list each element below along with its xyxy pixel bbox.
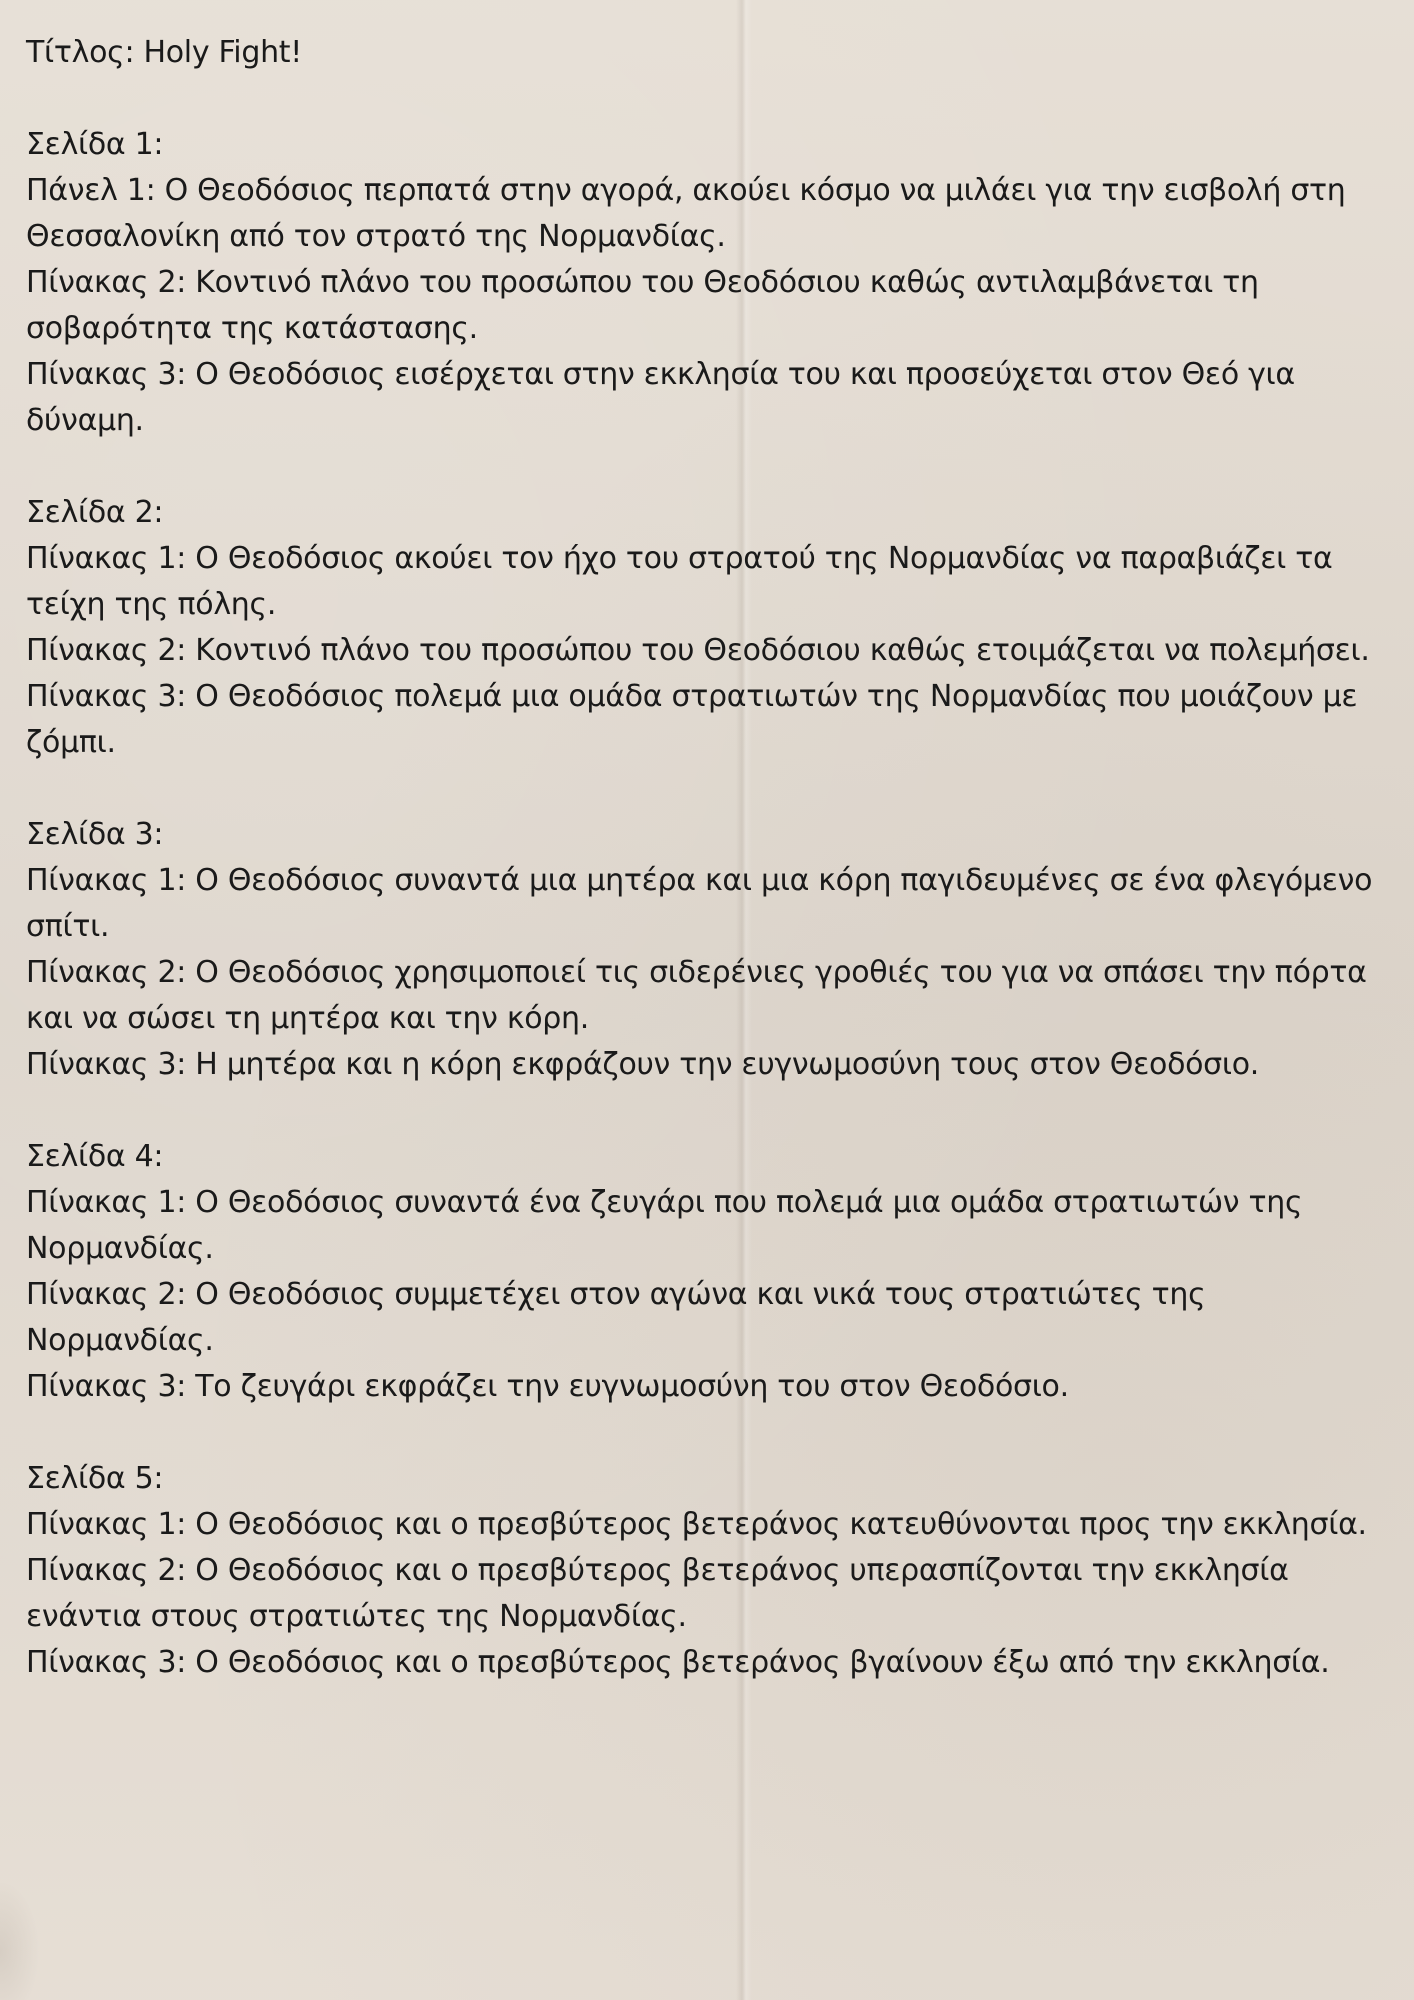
page-heading: Σελίδα 1:	[26, 127, 164, 162]
page-heading: Σελίδα 4:	[26, 1139, 164, 1174]
page-section-3	[26, 812, 1396, 1088]
page-heading: Σελίδα 5:	[26, 1461, 164, 1496]
page-heading: Σελίδα 2:	[26, 495, 164, 530]
panel-description: Πίνακας 1: Ο Θεοδόσιος συναντά μια μητέρα και μια κόρη παγιδευμένες σε ένα φλεγόμενο σπίτι.	[26, 863, 1373, 944]
page-section-4	[26, 1134, 1396, 1410]
page-section-5	[26, 1456, 1396, 1686]
panel-description: Πίνακας 1: Ο Θεοδόσιος ακούει τον ήχο του στρατού της Νορμανδίας να παραβιάζει τα τείχη της πόλης.	[26, 541, 1333, 622]
paper-crease	[0, 1880, 40, 2000]
panel-description: Πίνακας 2: Ο Θεοδόσιος συμμετέχει στον αγώνα και νικά τους στρατιώτες της Νορμανδίας.	[26, 1277, 1206, 1358]
panel-description: Πίνακας 3: Το ζευγάρι εκφράζει την ευγνωμοσύνη του στον Θεοδόσιο.	[26, 1369, 1069, 1404]
page-section-1	[26, 122, 1396, 444]
script-document	[26, 30, 1396, 1686]
panel-description: Πίνακας 3: Ο Θεοδόσιος πολεμά μια ομάδα στρατιωτών της Νορμανδίας που μοιάζουν με ζόμπι.	[26, 679, 1358, 760]
panel-description: Πίνακας 2: Κοντινό πλάνο του προσώπου του Θεοδόσιου καθώς ετοιμάζεται να πολεμήσει.	[26, 633, 1370, 668]
panel-description: Πίνακας 1: Ο Θεοδόσιος συναντά ένα ζευγάρι που πολεμά μια ομάδα στρατιωτών της Νορμανδίας.	[26, 1185, 1303, 1266]
panel-description: Πάνελ 1: Ο Θεοδόσιος περπατά στην αγορά, ακούει κόσμο να μιλάει για την εισβολή στη Θεσσαλονίκη από τον στρατό της Νορμανδίας.	[26, 173, 1346, 254]
panel-description: Πίνακας 2: Ο Θεοδόσιος και ο πρεσβύτερος βετεράνος υπερασπίζονται την εκκλησία ενάντια στους στρατιώτες της Νορμανδίας.	[26, 1553, 1289, 1634]
panel-description: Πίνακας 3: Η μητέρα και η κόρη εκφράζουν την ευγνωμοσύνη τους στον Θεοδόσιο.	[26, 1047, 1260, 1082]
panel-description: Πίνακας 1: Ο Θεοδόσιος και ο πρεσβύτερος βετεράνος κατευθύνονται προς την εκκλησία.	[26, 1507, 1367, 1542]
panel-description: Πίνακας 2: Ο Θεοδόσιος χρησιμοποιεί τις σιδερένιες γροθιές του για να σπάσει την πόρτα και να σώσει τη μητέρα και την κόρη.	[26, 955, 1367, 1036]
page-section-2	[26, 490, 1396, 766]
panel-description: Πίνακας 3: Ο Θεοδόσιος εισέρχεται στην εκκλησία του και προσεύχεται στον Θεό για δύναμη.	[26, 357, 1295, 438]
document-title: Τίτλος: Holy Fight!	[26, 35, 302, 70]
panel-description: Πίνακας 3: Ο Θεοδόσιος και ο πρεσβύτερος βετεράνος βγαίνουν έξω από την εκκλησία.	[26, 1645, 1330, 1680]
panel-description: Πίνακας 2: Κοντινό πλάνο του προσώπου του Θεοδόσιου καθώς αντιλαμβάνεται τη σοβαρότητα της κατάστασης.	[26, 265, 1259, 346]
page-heading: Σελίδα 3:	[26, 817, 164, 852]
